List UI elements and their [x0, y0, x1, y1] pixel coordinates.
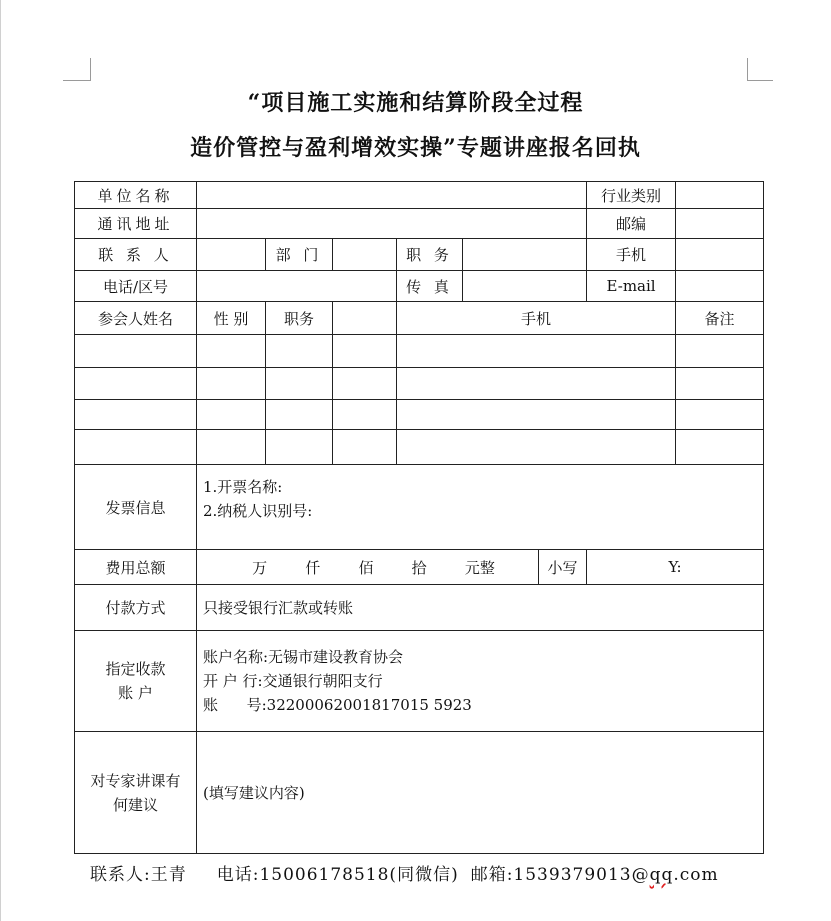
attendee-mobile-cell[interactable] — [397, 368, 676, 400]
attendee-name-cell[interactable] — [75, 430, 197, 465]
account-label — [75, 631, 197, 732]
attendee-blank-cell[interactable] — [333, 368, 397, 400]
registration-form-table — [74, 181, 764, 854]
unit-name-label: 单位名称 — [75, 182, 197, 209]
lowercase-field[interactable] — [587, 550, 764, 585]
attendee-mobile-cell[interactable] — [397, 400, 676, 430]
phone-field[interactable] — [197, 271, 397, 302]
lowercase-label: 小写 — [539, 550, 587, 585]
industry-field[interactable] — [676, 182, 764, 209]
footer-email-domain: qq — [649, 865, 674, 885]
advice-label-line1: 对专家讲课有 — [90, 771, 181, 790]
fax-field[interactable] — [463, 271, 587, 302]
industry-label: 行业类别 — [587, 182, 676, 209]
crop-mark-top-right — [747, 80, 773, 81]
attendee-remarks-cell[interactable] — [676, 430, 764, 465]
crop-mark-top-left — [63, 80, 91, 81]
advice-placeholder: (填写建议内容) — [203, 784, 305, 802]
page-title-line1: “项目施工实施和结算阶段全过程 — [247, 90, 584, 116]
attendee-name-cell[interactable] — [75, 335, 197, 368]
attendee-mobile-cell[interactable] — [397, 335, 676, 368]
attendee-remarks-cell[interactable] — [676, 335, 764, 368]
page-title-line2: 造价管控与盈利增效实操”专题讲座报名回执 — [190, 135, 641, 161]
fee-unit-shi: 拾 — [411, 558, 427, 577]
invoice-label: 发票信息 — [75, 465, 197, 550]
gender-header: 性 别 — [197, 302, 266, 335]
fee-amount-field[interactable] — [197, 550, 539, 585]
contact-label: 联 系 人 — [75, 239, 197, 271]
account-number: 账 号:32200062001817015 5923 — [203, 696, 472, 714]
invoice-title-line: 1.开票名称: — [203, 478, 283, 496]
footer-contact: 联系人:王青 — [90, 865, 187, 885]
unit-name-field[interactable] — [197, 182, 587, 209]
dept-label: 部 门 — [266, 239, 333, 271]
attendee-remarks-cell[interactable] — [676, 400, 764, 430]
attendee-gender-cell[interactable] — [197, 430, 266, 465]
invoice-field[interactable] — [197, 465, 764, 550]
attendee-row — [75, 400, 764, 430]
postcode-label: 邮编 — [587, 209, 676, 239]
attendee-blank-header — [333, 302, 397, 335]
contact-field[interactable] — [197, 239, 266, 271]
attendee-remarks-cell[interactable] — [676, 368, 764, 400]
crop-mark-top-left-vertical — [90, 58, 91, 81]
invoice-taxid-line: 2.纳税人识别号: — [203, 502, 313, 520]
footer-email-suffix: .com — [673, 865, 719, 885]
account-bank: 开 户 行:交通银行朝阳支行 — [203, 672, 383, 690]
attendee-position-header: 职务 — [266, 302, 333, 335]
remarks-header: 备注 — [676, 302, 764, 335]
attendee-name-cell[interactable] — [75, 368, 197, 400]
fee-label: 费用总额 — [75, 550, 197, 585]
advice-label-line2: 何建议 — [112, 795, 158, 814]
fee-unit-yuan: 元整 — [464, 558, 495, 577]
address-label: 通讯地址 — [75, 209, 197, 239]
mobile-field[interactable] — [676, 239, 764, 271]
attendee-name-header: 参会人姓名 — [75, 302, 197, 335]
position-label: 职 务 — [397, 239, 463, 271]
account-label-line2: 账 户 — [118, 684, 153, 702]
attendee-name-cell[interactable] — [75, 400, 197, 430]
attendee-blank-cell[interactable] — [333, 430, 397, 465]
attendee-blank-cell[interactable] — [333, 335, 397, 368]
attendee-gender-cell[interactable] — [197, 368, 266, 400]
email-field[interactable] — [676, 271, 764, 302]
yen-symbol: Y: — [668, 558, 682, 576]
postcode-field[interactable] — [676, 209, 764, 239]
attendee-blank-cell[interactable] — [333, 400, 397, 430]
attendee-row — [75, 368, 764, 400]
attendee-gender-cell[interactable] — [197, 335, 266, 368]
footer-contact-line — [90, 860, 719, 885]
account-name: 账户名称:无锡市建设教育协会 — [203, 648, 404, 666]
dept-field[interactable] — [333, 239, 397, 271]
attendee-position-cell[interactable] — [266, 335, 333, 368]
attendee-position-cell[interactable] — [266, 400, 333, 430]
mobile-label: 手机 — [587, 239, 676, 271]
payment-label: 付款方式 — [75, 585, 197, 631]
footer-email-prefix: 邮箱:1539379013@ — [470, 865, 650, 885]
account-details — [197, 631, 764, 732]
attendee-mobile-cell[interactable] — [397, 430, 676, 465]
fee-unit-bai: 佰 — [358, 558, 374, 577]
advice-field[interactable] — [197, 732, 764, 854]
phone-label: 电话/区号 — [75, 271, 197, 302]
attendee-row — [75, 430, 764, 465]
attendee-position-cell[interactable] — [266, 430, 333, 465]
crop-mark-top-right-vertical — [747, 58, 748, 81]
fee-unit-wan: 万 — [252, 558, 268, 577]
payment-value: 只接受银行汇款或转账 — [197, 585, 764, 631]
position-field[interactable] — [463, 239, 587, 271]
attendee-row — [75, 335, 764, 368]
email-label: E-mail — [587, 271, 676, 302]
attendee-position-cell[interactable] — [266, 368, 333, 400]
account-label-line1: 指定收款 — [105, 660, 166, 678]
advice-label — [75, 732, 197, 854]
fee-unit-qian: 仟 — [305, 558, 321, 577]
footer-phone: 电话:15006178518(同微信) — [216, 865, 459, 885]
fax-label: 传 真 — [397, 271, 463, 302]
attendee-gender-cell[interactable] — [197, 400, 266, 430]
address-field[interactable] — [197, 209, 587, 239]
attendee-mobile-header: 手机 — [397, 302, 676, 335]
